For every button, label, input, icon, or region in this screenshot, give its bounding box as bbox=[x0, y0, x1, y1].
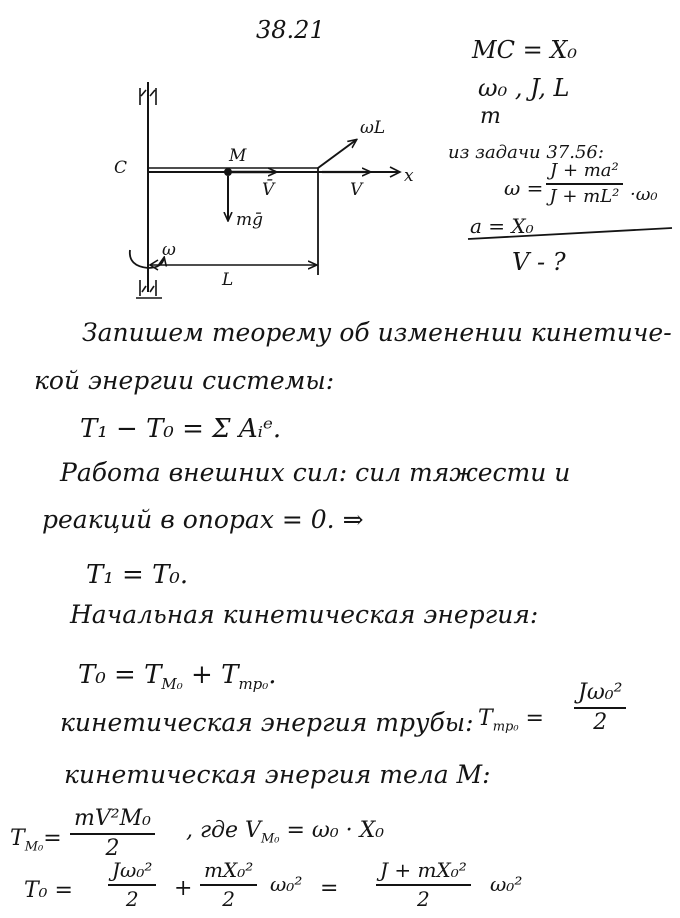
eq3-sub2: тр₀ bbox=[238, 675, 269, 694]
tm-sub: M₀ bbox=[24, 839, 44, 855]
tm-t: T bbox=[10, 826, 25, 851]
omega-num: J + ma² bbox=[546, 160, 623, 185]
t0-f1-den: 2 bbox=[125, 887, 139, 911]
text-line-3: Работа внешних сил: сил тяжести и bbox=[60, 458, 571, 487]
given-line-1: MC = X₀ bbox=[472, 36, 578, 64]
omega-lhs: ω = bbox=[504, 176, 544, 200]
label-c: C bbox=[114, 158, 128, 178]
eq1-rhs: Σ Aᵢᵉ. bbox=[212, 414, 282, 444]
tm-den: 2 bbox=[105, 836, 120, 861]
text-line-6: кинетическая энергия трубы: bbox=[60, 708, 474, 737]
label-mg: mḡ bbox=[236, 210, 264, 230]
label-w: ω bbox=[162, 240, 176, 260]
label-wl: ωL bbox=[360, 118, 386, 138]
given-find: V - ? bbox=[512, 248, 566, 276]
given-a-value: a = X₀ bbox=[470, 214, 534, 238]
equation-3 bbox=[78, 660, 277, 693]
text-line-1: Запишем теорему об изменении кинетиче- bbox=[82, 318, 672, 347]
t0-eq: = bbox=[320, 876, 339, 901]
label-l: L bbox=[222, 270, 234, 290]
t0-fraction-3 bbox=[376, 858, 471, 911]
omega-den: J + mL² bbox=[549, 186, 620, 207]
eq3-sub1: M₀ bbox=[161, 675, 183, 694]
omega-fraction bbox=[546, 160, 623, 207]
problem-number: 38.21 bbox=[256, 16, 325, 44]
t0-f3-tail: ω₀² bbox=[490, 872, 523, 896]
t0-f1-num: Jω₀² bbox=[108, 858, 156, 886]
eq3-plus: + T bbox=[182, 660, 239, 690]
point-m bbox=[224, 168, 232, 176]
label-x: x bbox=[404, 166, 414, 186]
tube-sub: тр₀ bbox=[492, 719, 519, 735]
label-v: V bbox=[350, 180, 363, 200]
tube-den: 2 bbox=[593, 710, 608, 735]
t0-f2-den: 2 bbox=[222, 887, 235, 911]
tm-eq: = bbox=[43, 826, 62, 851]
given-from-problem: из задачи 37.56: bbox=[448, 142, 604, 163]
omega-rhs: ·ω₀ bbox=[630, 184, 658, 205]
tube-num: Jω₀² bbox=[574, 680, 626, 709]
tm-num: mV²M₀ bbox=[70, 806, 155, 835]
t0-f3-den: 2 bbox=[417, 887, 430, 911]
tube-energy-lhs bbox=[478, 706, 544, 734]
tm-where-text: , где V bbox=[186, 818, 261, 843]
label-m: M bbox=[229, 146, 247, 166]
text-line-4: реакций в опорах = 0. ⇒ bbox=[42, 505, 364, 534]
text-line-5: Начальная кинетическая энергия: bbox=[70, 600, 539, 629]
tm-where-rhs: = ω₀ · X₀ bbox=[279, 818, 385, 843]
eq3-start: T₀ = T bbox=[78, 660, 162, 690]
tm-where-sub: M₀ bbox=[260, 831, 280, 847]
tm-fraction bbox=[70, 806, 155, 861]
t0-f3-num: J + mX₀² bbox=[376, 858, 471, 886]
tube-lhs: T bbox=[478, 706, 493, 731]
t0-f2-tail: ω₀² bbox=[270, 872, 303, 896]
t0-lhs: T₀ = bbox=[24, 878, 73, 903]
text-line-2: кой энергии системы: bbox=[34, 366, 335, 395]
tm-where bbox=[186, 818, 384, 846]
wl-arrow bbox=[318, 140, 356, 168]
t0-f2-num: mX₀² bbox=[200, 858, 257, 886]
equation-1 bbox=[80, 414, 281, 444]
given-line-3: m bbox=[480, 104, 501, 129]
equation-2: T₁ = T₀. bbox=[86, 560, 189, 590]
t0-plus: + bbox=[174, 876, 193, 901]
tube-fraction bbox=[574, 680, 626, 735]
eq1-lhs: T₁ − T₀ = bbox=[80, 414, 213, 444]
eq3-end: . bbox=[268, 660, 277, 690]
t0-fraction-2 bbox=[200, 858, 257, 911]
tm-lhs bbox=[10, 826, 62, 854]
tube-eq: = bbox=[518, 706, 544, 731]
text-line-7: кинетическая энергия тела M: bbox=[64, 760, 491, 789]
given-line-2: ω₀ , J, L bbox=[478, 74, 570, 102]
label-v-rel: V̄ bbox=[262, 180, 275, 200]
t0-fraction-1 bbox=[108, 858, 156, 911]
